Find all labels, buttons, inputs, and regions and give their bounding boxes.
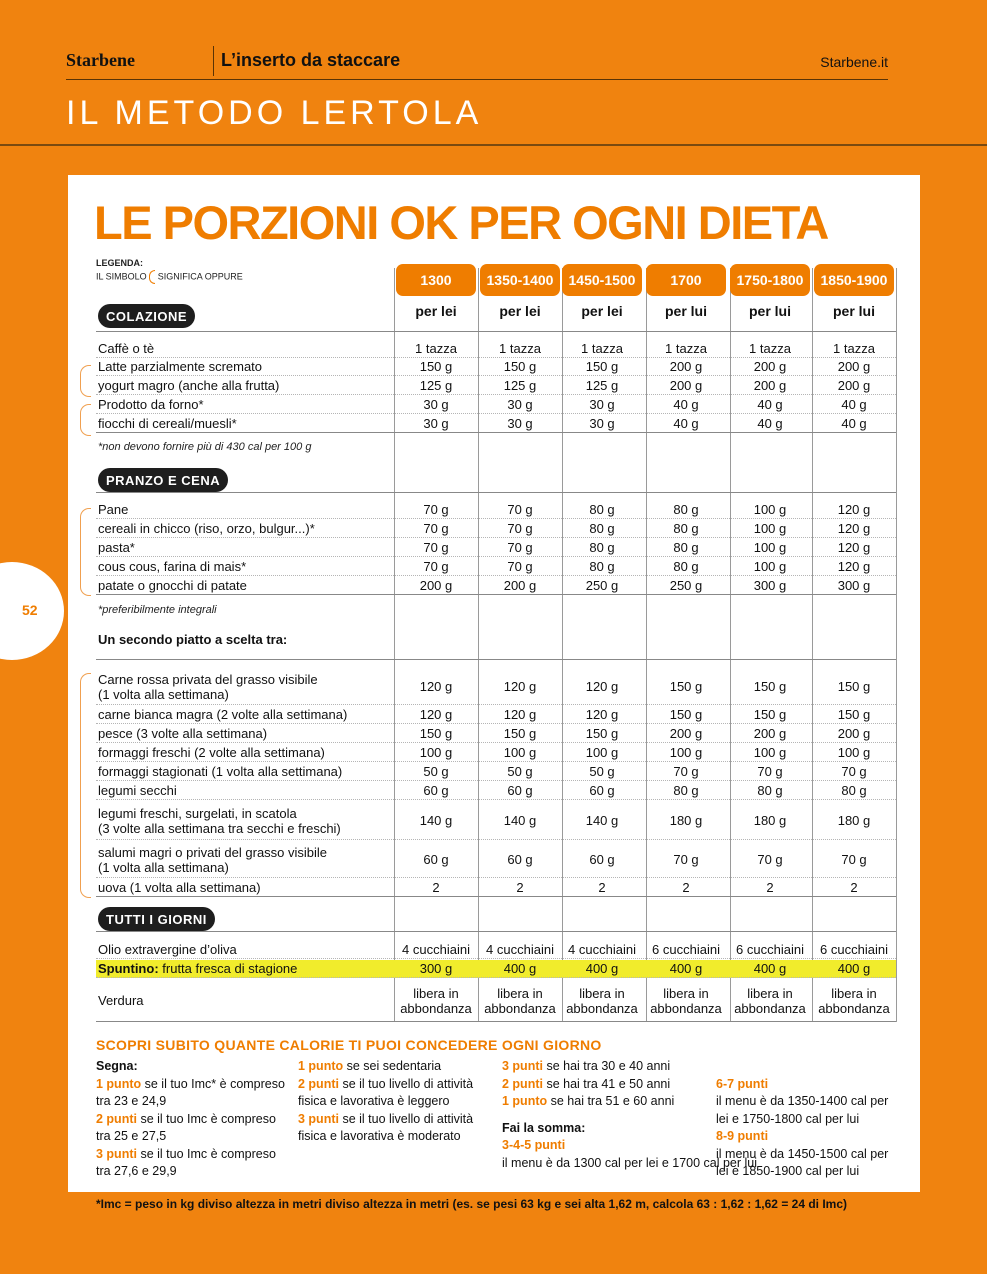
table-cell: 80 g — [589, 540, 615, 555]
table-cell: 80 g — [673, 502, 699, 517]
table-row — [96, 960, 896, 978]
row-label: Latte parzialmente scremato — [98, 359, 263, 374]
table-cell: 60 g — [589, 852, 615, 867]
table-cell: 2 — [516, 880, 524, 895]
table-cell: 70 g — [423, 540, 449, 555]
table-cell: 200 g — [837, 378, 871, 393]
table-cell: 60 g — [507, 783, 533, 798]
row-label: carne bianca magra (2 volte alla settimana) — [98, 707, 348, 722]
table-cell: 70 g — [423, 559, 449, 574]
result-6-7-text: il menu è da 1350-1400 cal per lei e 1750-1800 cal per lui — [716, 1094, 889, 1126]
legend-significa: SIGNIFICA OPPURE — [157, 271, 243, 282]
column-header-kcal: 1750-1800 — [730, 264, 810, 296]
table-cell: 400 g — [837, 961, 871, 976]
footnote-imc: *Imc = peso in kg diviso altezza in metri diviso altezza in metri (es. se pesi 63 kg e sei alta 1,62 m, calcola 63 : 1,62 : 1,62 = 24 di Imc) — [96, 1197, 848, 1211]
table-cell: libera in abbondanza — [484, 985, 556, 1016]
somma-label: Fai la somma: — [502, 1120, 586, 1135]
table-cell: 4 cucchiaini — [568, 942, 636, 957]
row-label: pesce (3 volte alla settimana) — [98, 726, 268, 741]
section-pranzo-cena: PRANZO E CENA — [98, 468, 228, 492]
table-cell: 80 g — [673, 783, 699, 798]
result-3-5-text: il menu è da 1300 cal per lei e 1700 cal per lui — [502, 1155, 758, 1170]
table-cell: libera in abbondanza — [650, 985, 722, 1016]
table-cell: 140 g — [419, 813, 453, 828]
table-cell: 1 tazza — [415, 341, 457, 356]
table-cell: 70 g — [841, 852, 867, 867]
table-cell: 70 g — [841, 764, 867, 779]
table-cell: 120 g — [837, 521, 871, 536]
table-cell: 100 g — [419, 745, 453, 760]
bracket-icon — [149, 270, 155, 284]
table-cell: 4 cucchiaini — [402, 942, 470, 957]
method-title: IL METODO LERTOLA — [66, 94, 483, 132]
table-cell: 70 g — [757, 852, 783, 867]
table-cell: 70 g — [507, 540, 533, 555]
table-cell: 125 g — [585, 378, 619, 393]
table-cell: 180 g — [837, 813, 871, 828]
table-cell: 40 g — [673, 416, 699, 431]
table-cell: 40 g — [673, 397, 699, 412]
table-cell: 125 g — [503, 378, 537, 393]
table-row — [96, 377, 896, 395]
column-header-target: per lui — [664, 303, 707, 319]
table-cell: 100 g — [753, 540, 787, 555]
table-cell: 70 g — [507, 502, 533, 517]
table-cell: 40 g — [757, 397, 783, 412]
table-cell: 1 tazza — [749, 341, 791, 356]
table-cell: 300 g — [753, 578, 787, 593]
table-row — [96, 358, 896, 376]
header-divider — [213, 46, 214, 76]
site-link[interactable]: Starbene.it — [820, 54, 888, 70]
note-integrali: *preferibilmente integrali — [98, 604, 217, 616]
table-cell: 300 g — [837, 578, 871, 593]
table-cell: 400 g — [503, 961, 537, 976]
table-cell: 2 — [850, 880, 858, 895]
table-cell: 150 g — [669, 679, 703, 694]
table-row — [96, 879, 896, 897]
column-header-target: per lei — [415, 303, 457, 319]
table-row — [96, 941, 896, 959]
result-3-5: 3-4-5 punti — [502, 1138, 566, 1152]
table-cell: 1 tazza — [665, 341, 707, 356]
table-cell: 400 g — [669, 961, 703, 976]
table-cell: 150 g — [669, 707, 703, 722]
table-cell: 70 g — [507, 559, 533, 574]
page-header — [66, 44, 888, 80]
table-cell: 40 g — [841, 397, 867, 412]
table-cell: 1 tazza — [581, 341, 623, 356]
column-header-target: per lui — [748, 303, 791, 319]
header-rule-line — [96, 331, 896, 332]
table-row — [96, 577, 896, 595]
calorie-col-imc — [96, 1058, 286, 1181]
table-cell: 200 g — [753, 359, 787, 374]
table-cell: 50 g — [507, 764, 533, 779]
column-header-kcal: 1700 — [646, 264, 726, 296]
table-cell: libera in abbondanza — [734, 985, 806, 1016]
table-row — [96, 415, 896, 433]
table-cell: 70 g — [757, 764, 783, 779]
row-label: Verdura — [98, 993, 144, 1008]
row-label: pasta* — [98, 540, 135, 555]
table-cell: 70 g — [673, 764, 699, 779]
table-cell: 180 g — [669, 813, 703, 828]
table-cell: 200 g — [753, 726, 787, 741]
table-row — [96, 802, 896, 840]
column-header-kcal: 1300 — [396, 264, 476, 296]
section-label: L’inserto da staccare — [221, 50, 401, 70]
bracket-carboidrati — [80, 508, 91, 596]
column-header-target: per lei — [499, 303, 541, 319]
table-cell: 30 g — [589, 416, 615, 431]
table-cell: 70 g — [423, 521, 449, 536]
table-cell: 70 g — [507, 521, 533, 536]
table-cell: 300 g — [419, 961, 453, 976]
brand-logo: Starbene — [66, 50, 135, 70]
table-cell: 120 g — [837, 559, 871, 574]
row-label: Carne rossa privata del grasso visibile (1 volta alla settimana) — [98, 671, 318, 702]
column-divider — [896, 268, 897, 1022]
table-row — [96, 340, 896, 358]
table-cell: 200 g — [419, 578, 453, 593]
calorie-title: SCOPRI SUBITO QUANTE CALORIE TI PUOI CONCEDERE OGNI GIORNO — [96, 1037, 602, 1053]
table-cell: 150 g — [419, 726, 453, 741]
table-cell: 60 g — [507, 852, 533, 867]
bracket-latte-yogurt — [80, 365, 91, 397]
table-cell: 150 g — [585, 726, 619, 741]
table-cell: libera in abbondanza — [818, 985, 890, 1016]
table-row — [96, 744, 896, 762]
table-cell: 4 cucchiaini — [486, 942, 554, 957]
table-cell: 100 g — [753, 559, 787, 574]
column-header-kcal: 1850-1900 — [814, 264, 894, 296]
table-cell: 150 g — [585, 359, 619, 374]
table-row — [96, 725, 896, 743]
table-cell: 250 g — [585, 578, 619, 593]
table-cell: 80 g — [673, 559, 699, 574]
table-cell: 120 g — [503, 679, 537, 694]
table-cell: 80 g — [589, 559, 615, 574]
row-label: formaggi freschi (2 volte alla settimana) — [98, 745, 325, 760]
table-cell: 400 g — [753, 961, 787, 976]
table-cell: 30 g — [423, 397, 449, 412]
table-cell: 2 — [766, 880, 774, 895]
row-label: patate o gnocchi di patate — [98, 578, 247, 593]
legend — [96, 270, 243, 284]
table-cell: 150 g — [837, 707, 871, 722]
imc-item: 1 punto se il tuo Imc* è compreso tra 23 e 24,9 — [96, 1076, 285, 1108]
table-row — [96, 842, 896, 878]
table-cell: 6 cucchiaini — [736, 942, 804, 957]
row-label: cereali in chicco (riso, orzo, bulgur...)* — [98, 521, 315, 536]
table-cell: 70 g — [423, 502, 449, 517]
column-header-target: per lei — [581, 303, 623, 319]
table-cell: 60 g — [423, 783, 449, 798]
page-number: 52 — [22, 602, 38, 618]
row-label: formaggi stagionati (1 volta alla settimana) — [98, 764, 343, 779]
imc-item: 2 punti se il tuo Imc è compreso tra 25 e 27,5 — [96, 1111, 276, 1143]
table-cell: 1 tazza — [833, 341, 875, 356]
row-label: uova (1 volta alla settimana) — [98, 880, 261, 895]
table-cell: 150 g — [837, 679, 871, 694]
table-cell: 250 g — [669, 578, 703, 593]
table-cell: 1 tazza — [499, 341, 541, 356]
section-tutti-i-giorni: TUTTI I GIORNI — [98, 907, 215, 931]
table-cell: 2 — [432, 880, 440, 895]
table-cell: 200 g — [669, 726, 703, 741]
table-cell: libera in abbondanza — [566, 985, 638, 1016]
table-cell: 80 g — [757, 783, 783, 798]
calorie-col-attivita — [298, 1058, 488, 1146]
table-cell: 50 g — [589, 764, 615, 779]
row-label: salumi magri o privati del grasso visibile (1 volta alla settimana) — [98, 844, 328, 875]
row-label: fiocchi di cereali/muesli* — [98, 416, 237, 431]
result-8-9: 8-9 punti — [716, 1129, 769, 1143]
header-rule — [0, 144, 987, 146]
table-cell: 30 g — [507, 397, 533, 412]
row-label: Olio extravergine d’oliva — [98, 942, 237, 957]
row-label: Pane — [98, 502, 129, 517]
table-cell: 80 g — [673, 521, 699, 536]
table-row — [96, 763, 896, 781]
table-cell: 200 g — [669, 378, 703, 393]
legend-label: LEGENDA: — [96, 258, 143, 268]
header-rule-line — [96, 492, 896, 493]
note-colazione: *non devono fornire più di 430 cal per 100 g — [98, 441, 312, 453]
calorie-col-risultati — [716, 1058, 904, 1181]
header-rule-line — [96, 659, 896, 660]
result-6-7: 6-7 punti — [716, 1076, 769, 1091]
table-cell: 40 g — [841, 416, 867, 431]
row-label: Prodotto da forno* — [98, 397, 204, 412]
table-cell: 6 cucchiaini — [652, 942, 720, 957]
section-colazione: COLAZIONE — [98, 304, 195, 328]
table-row — [96, 558, 896, 576]
legend-il-simbolo: IL SIMBOLO — [96, 271, 147, 282]
table-row — [96, 501, 896, 519]
table-cell: 40 g — [757, 416, 783, 431]
column-header-kcal: 1350-1400 — [480, 264, 560, 296]
table-cell: 140 g — [503, 813, 537, 828]
table-cell: 30 g — [589, 397, 615, 412]
row-label: Spuntino: frutta fresca di stagione — [98, 961, 298, 976]
table-cell: 100 g — [753, 502, 787, 517]
table-cell: 140 g — [585, 813, 619, 828]
table-cell: 150 g — [503, 726, 537, 741]
table-cell: 80 g — [589, 521, 615, 536]
table-cell: 100 g — [753, 745, 787, 760]
result-8-9-text: il menu è da 1450-1500 cal per lei e 1850-1900 cal per lui — [716, 1146, 889, 1178]
table-cell: 180 g — [753, 813, 787, 828]
table-row — [96, 782, 896, 800]
table-row — [96, 669, 896, 705]
table-cell: 200 g — [837, 726, 871, 741]
row-label: yogurt magro (anche alla frutta) — [98, 378, 280, 393]
table-cell: 100 g — [837, 745, 871, 760]
table-row — [96, 706, 896, 724]
table-cell: 100 g — [669, 745, 703, 760]
table-cell: 30 g — [423, 416, 449, 431]
table-row — [96, 539, 896, 557]
header-rule-line — [96, 931, 896, 932]
eta-item: 2 punti se hai tra 41 e 50 anni — [502, 1076, 671, 1091]
row-label: Caffè o tè — [98, 341, 155, 356]
bracket-forno-cereali — [80, 404, 91, 436]
table-cell: 30 g — [507, 416, 533, 431]
column-header-target: per lui — [832, 303, 875, 319]
attivita-item: 1 punto se sei sedentaria — [298, 1059, 442, 1073]
table-cell: 150 g — [503, 359, 537, 374]
table-cell: 120 g — [503, 707, 537, 722]
table-cell: 100 g — [503, 745, 537, 760]
secondo-piatto-heading: Un secondo piatto a scelta tra: — [98, 632, 288, 647]
table-row — [96, 396, 896, 414]
segna-label: Segna: — [96, 1059, 138, 1073]
table-cell: 100 g — [585, 745, 619, 760]
table-cell: 120 g — [419, 707, 453, 722]
eta-item: 1 punto se hai tra 51 e 60 anni — [502, 1094, 675, 1108]
table-cell: 120 g — [837, 502, 871, 517]
table-cell: 50 g — [423, 764, 449, 779]
table-cell: 200 g — [503, 578, 537, 593]
table-cell: 70 g — [673, 852, 699, 867]
page-title: LE PORZIONI OK PER OGNI DIETA — [94, 196, 828, 249]
table-cell: 150 g — [753, 679, 787, 694]
table-cell: 80 g — [589, 502, 615, 517]
imc-item: 3 punti se il tuo Imc è compreso tra 27,6 e 29,9 — [96, 1146, 276, 1178]
table-cell: 100 g — [753, 521, 787, 536]
table-cell: 120 g — [585, 707, 619, 722]
row-label: legumi freschi, surgelati, in scatola (3 volte alla settimana tra secchi e freschi) — [98, 805, 341, 836]
table-cell: 80 g — [841, 783, 867, 798]
row-label: cous cous, farina di mais* — [98, 559, 247, 574]
table-cell: 60 g — [423, 852, 449, 867]
table-cell: 2 — [598, 880, 606, 895]
attivita-item: 3 punti se il tuo livello di attività fisica e lavorativa è moderato — [298, 1111, 474, 1143]
table-cell: 120 g — [419, 679, 453, 694]
table-cell: 6 cucchiaini — [820, 942, 888, 957]
table-cell: 120 g — [837, 540, 871, 555]
table-cell: 125 g — [419, 378, 453, 393]
column-header-kcal: 1450-1500 — [562, 264, 642, 296]
table-row — [96, 980, 896, 1022]
eta-item: 3 punti se hai tra 30 e 40 anni — [502, 1059, 671, 1073]
table-cell: 200 g — [669, 359, 703, 374]
table-cell: libera in abbondanza — [400, 985, 472, 1016]
table-row — [96, 520, 896, 538]
table-cell: 150 g — [753, 707, 787, 722]
attivita-item: 2 punti se il tuo livello di attività fisica e lavorativa è leggero — [298, 1076, 474, 1108]
table-cell: 200 g — [837, 359, 871, 374]
table-cell: 400 g — [585, 961, 619, 976]
table-cell: 150 g — [419, 359, 453, 374]
table-cell: 2 — [682, 880, 690, 895]
bracket-secondo-piatto — [80, 673, 91, 898]
table-cell: 200 g — [753, 378, 787, 393]
table-cell: 80 g — [673, 540, 699, 555]
row-label: legumi secchi — [98, 783, 177, 798]
table-cell: 120 g — [585, 679, 619, 694]
table-cell: 60 g — [589, 783, 615, 798]
